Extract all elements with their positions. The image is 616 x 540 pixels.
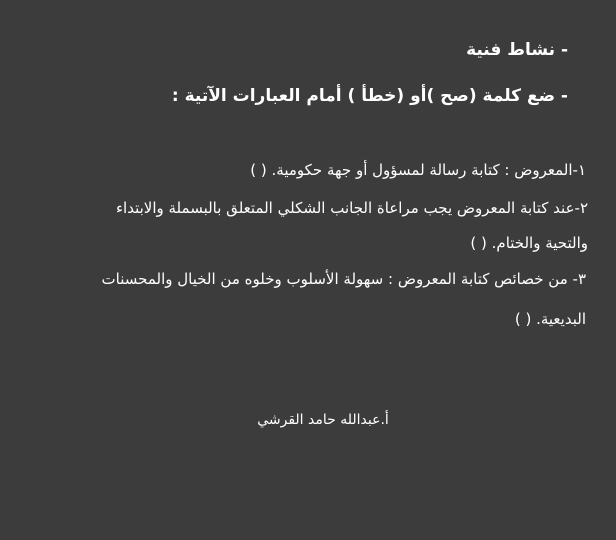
activity-heading: - نشاط فنية — [466, 40, 568, 60]
statement-1: ١-المعروض : كتابة رسالة لمسؤول أو جهة حكومية. ( ) — [250, 161, 586, 179]
statement-2-line-1: ٢-عند كتابة المعروض يجب مراعاة الجانب الشكلي المتعلق بالبسملة والابتداء — [115, 199, 588, 217]
instruction-heading: - ضع كلمة (صح )أو (خطأ ) أمام العبارات الآتية : — [171, 86, 568, 106]
statement-2-line-2: والتحية والختام. ( ) — [470, 234, 588, 252]
statement-3-line-1: ٣- من خصائص كتابة المعروض : سهولة الأسلوب وخلوه من الخيال والمحسنات — [101, 270, 586, 288]
teacher-signature: أ.عبدالله حامد القرشي — [257, 412, 389, 428]
statement-3-line-2: البديعية. ( ) — [514, 310, 586, 328]
